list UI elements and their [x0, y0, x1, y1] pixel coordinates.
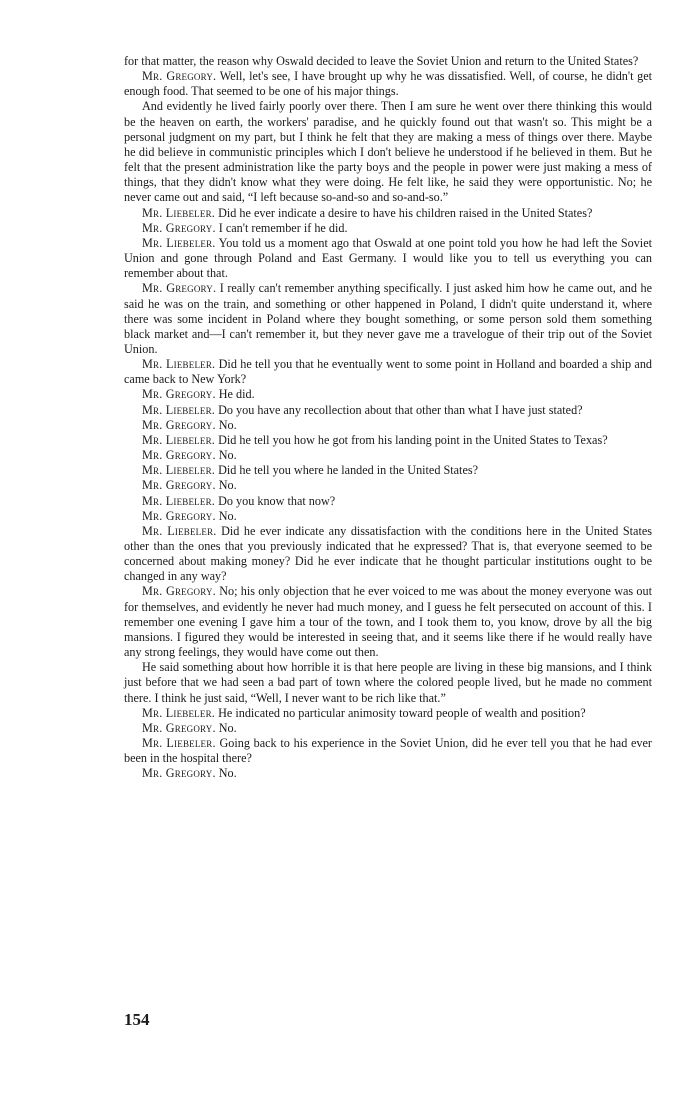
speaker-label: Mr. Gregory. [142, 508, 216, 523]
paragraph-text: He did. [218, 387, 255, 402]
paragraph-text: Do you have any recollection about that other than what I have just stated? [218, 402, 583, 417]
paragraph-text: I really can't remember anything specifically. I just asked him how he came out, and he said he was on the train, and something or other happened in Poland, I didn't quite understand it, where there was some incident in Poland where they bought something, or some person sold them something black market and—I can't remember it, but they never gave me a travelogue of their trip out of the Soviet Union. [124, 281, 652, 356]
speaker-label: Mr. Liebeler. [142, 705, 216, 720]
paragraph-text: Did he ever indicate any dissatisfaction with the conditions here in the United States other than the ones that you previously indicated that he expressed? That is, that everyone seemed to be concerned about making money? Did he ever indicate that he thought particular institutions ought to be changed in any way? [124, 523, 652, 584]
paragraph-text: No. [218, 766, 237, 781]
paragraph-text: No. [218, 720, 237, 735]
speaker-label: Mr. Liebeler. [142, 357, 216, 372]
paragraph [124, 494, 652, 509]
paragraph [124, 281, 652, 357]
speaker-label: Mr. Gregory. [142, 766, 216, 781]
paragraph [124, 69, 652, 99]
paragraph [124, 418, 652, 433]
speaker-label: Mr. Liebeler. [142, 402, 216, 417]
speaker-label: Mr. Gregory. [142, 387, 216, 402]
paragraph [124, 463, 652, 478]
paragraph-text: No. [218, 417, 237, 432]
paragraph [124, 357, 652, 387]
speaker-label: Mr. Gregory. [142, 720, 216, 735]
speaker-label: Mr. Liebeler. [142, 205, 216, 220]
paragraph [124, 99, 652, 205]
paragraph [124, 706, 652, 721]
speaker-label: Mr. Liebeler. [142, 493, 216, 508]
paragraph [124, 387, 652, 402]
paragraph-text: And evidently he lived fairly poorly over there. Then I am sure he went over there thinking this would be the heaven on earth, the workers' paradise, and he quickly found out that wasn't so. This might be a personal judgment on my part, but I think he felt that they are making a mess of things over there. Maybe he did believe in communistic principles which I don't believe he understood if he believed in them. But he felt that the present administration like the party boys and the people in power were just making a mess of things, that they didn't know what they were doing. He felt like, he said they were opportunistic. No; he never came out and said, “I left because so-and-so and so-and-so.” [124, 99, 652, 205]
paragraph-text: Going back to his experience in the Soviet Union, did he ever tell you that he had ever been in the hospital there? [124, 736, 652, 766]
paragraph-text: No. [218, 508, 237, 523]
speaker-label: Mr. Gregory. [142, 417, 216, 432]
paragraph [124, 236, 652, 281]
paragraph [124, 221, 652, 236]
paragraph [124, 736, 652, 766]
paragraph-text: He said something about how horrible it is that here people are living in these big mansions, and I think just before that we had seen a bad part of town where the colored people lived, but he made no comment there. I think he just said, “Well, I never want to be rich like that.” [124, 660, 652, 705]
speaker-label: Mr. Gregory. [142, 584, 216, 599]
paragraph [124, 206, 652, 221]
paragraph [124, 524, 652, 585]
speaker-label: Mr. Liebeler. [142, 523, 217, 538]
speaker-label: Mr. Gregory. [142, 69, 217, 84]
paragraph-text: Well, let's see, I have brought up why he was dissatisfied. Well, of course, he didn't get enough food. That seemed to be one of his major things. [124, 69, 653, 99]
speaker-label: Mr. Liebeler. [142, 736, 216, 751]
paragraph-text: You told us a moment ago that Oswald at one point told you how he had left the Soviet Union and gone through Poland and East Germany. I would like you to tell us everything you can remember about that. [124, 235, 652, 281]
paragraph [124, 584, 652, 660]
transcript-body [124, 54, 652, 782]
paragraph [124, 660, 652, 705]
paragraph-text: No; his only objection that he ever voiced to me was about the money everyone was out for themselves, and evidently he never had much money, and I guess he felt persecuted on account of this. I remember one evening I gave him a tour of the town, and I took them to, you know, drove by all the big mansions. I figured they would be interested in seeing that, and it seems like there if he would really have any strong feelings, they would have come out then. [124, 584, 652, 660]
paragraph [124, 766, 652, 781]
paragraph-text: Did he tell you where he landed in the United States? [218, 463, 479, 478]
paragraph-text: Did he tell you that he eventually went to some point in Holland and boarded a ship and came back to New York? [124, 357, 653, 387]
paragraph-text: for that matter, the reason why Oswald decided to leave the Soviet Union and return to the United States? [124, 54, 639, 68]
speaker-label: Mr. Gregory. [142, 220, 216, 235]
paragraph [124, 721, 652, 736]
speaker-label: Mr. Liebeler. [142, 463, 216, 478]
paragraph-text: He indicated no particular animosity toward people of wealth and position? [218, 705, 586, 720]
paragraph-text: I can't remember if he did. [218, 220, 348, 235]
speaker-label: Mr. Gregory. [142, 448, 216, 463]
paragraph-text: No. [218, 448, 237, 463]
paragraph [124, 509, 652, 524]
speaker-label: Mr. Gregory. [142, 478, 216, 493]
paragraph [124, 54, 652, 69]
paragraph-text: Do you know that now? [218, 493, 336, 508]
paragraph [124, 478, 652, 493]
paragraph [124, 448, 652, 463]
page-number: 154 [124, 1010, 150, 1029]
speaker-label: Mr. Liebeler. [142, 235, 216, 250]
speaker-label: Mr. Liebeler. [142, 432, 216, 447]
paragraph-text: Did he tell you how he got from his landing point in the United States to Texas? [218, 432, 608, 447]
paragraph-text: No. [218, 478, 237, 493]
paragraph [124, 403, 652, 418]
paragraph [124, 433, 652, 448]
paragraph-text: Did he ever indicate a desire to have his children raised in the United States? [218, 205, 593, 220]
speaker-label: Mr. Gregory. [142, 281, 217, 296]
